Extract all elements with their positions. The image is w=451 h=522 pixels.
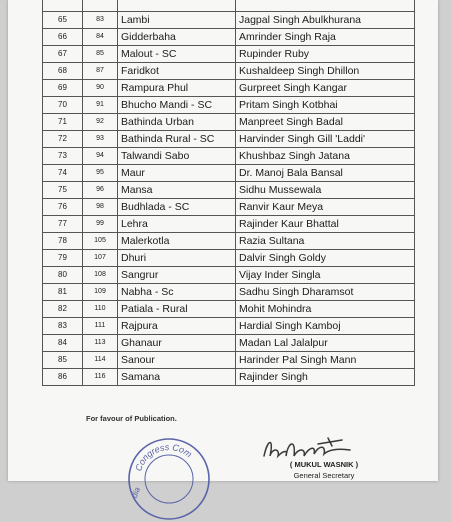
serial-number-cell: 75 — [43, 182, 83, 199]
constituency-name-cell: Talwandi Sabo — [118, 148, 236, 165]
publication-note: For favour of Publication. — [86, 414, 177, 423]
constituency-name-cell: Ghanaur — [118, 335, 236, 352]
table-row — [43, 250, 415, 267]
constituency-number-cell: 116 — [83, 369, 118, 386]
table-row — [43, 335, 415, 352]
candidate-name-cell: Khushbaz Singh Jatana — [236, 148, 415, 165]
constituency-number-cell: 113 — [83, 335, 118, 352]
serial-number-cell: 73 — [43, 148, 83, 165]
serial-number-cell: 78 — [43, 233, 83, 250]
candidate-name-cell: Kushaldeep Singh Dhillon — [236, 63, 415, 80]
serial-number-cell: 85 — [43, 352, 83, 369]
table-row — [43, 182, 415, 199]
table-row — [43, 352, 415, 369]
constituency-number-cell: 85 — [83, 46, 118, 63]
candidate-table-body — [43, 0, 415, 386]
serial-number-cell: 81 — [43, 284, 83, 301]
candidate-table — [42, 0, 415, 386]
table-row — [43, 97, 415, 114]
table-row — [43, 114, 415, 131]
serial-number-cell — [43, 0, 83, 12]
table-row — [43, 0, 415, 12]
table-row — [43, 267, 415, 284]
serial-number-cell: 82 — [43, 301, 83, 318]
constituency-number-cell: 109 — [83, 284, 118, 301]
constituency-name-cell: Malerkotla — [118, 233, 236, 250]
constituency-number-cell: 98 — [83, 199, 118, 216]
seal-side-text: dia — [129, 486, 143, 500]
candidate-name-cell: Pritam Singh Kotbhai — [236, 97, 415, 114]
table-row — [43, 165, 415, 182]
serial-number-cell: 84 — [43, 335, 83, 352]
table-row — [43, 216, 415, 233]
table-row — [43, 369, 415, 386]
candidate-name-cell: Gurpreet Singh Kangar — [236, 80, 415, 97]
candidate-name-cell: Harinder Pal Singh Mann — [236, 352, 415, 369]
constituency-number-cell: 111 — [83, 318, 118, 335]
constituency-name-cell: Bathinda Urban — [118, 114, 236, 131]
constituency-number-cell: 92 — [83, 114, 118, 131]
constituency-name-cell: Dhuri — [118, 250, 236, 267]
candidate-name-cell: Rupinder Ruby — [236, 46, 415, 63]
table-row — [43, 29, 415, 46]
constituency-number-cell: 108 — [83, 267, 118, 284]
table-row — [43, 233, 415, 250]
candidate-name-cell: Manpreet Singh Badal — [236, 114, 415, 131]
serial-number-cell: 65 — [43, 12, 83, 29]
candidate-name-cell: Rajinder Kaur Bhattal — [236, 216, 415, 233]
constituency-number-cell: 90 — [83, 80, 118, 97]
constituency-number-cell: 107 — [83, 250, 118, 267]
serial-number-cell: 69 — [43, 80, 83, 97]
candidate-name-cell: Jagpal Singh Abulkhurana — [236, 12, 415, 29]
constituency-name-cell: Maur — [118, 165, 236, 182]
document-page — [8, 0, 438, 500]
candidate-name-cell: Mohit Mohindra — [236, 301, 415, 318]
table-row — [43, 80, 415, 97]
table-row — [43, 284, 415, 301]
constituency-number-cell: 87 — [83, 63, 118, 80]
constituency-name-cell: Bhucho Mandi - SC — [118, 97, 236, 114]
table-row — [43, 63, 415, 80]
constituency-number-cell: 91 — [83, 97, 118, 114]
constituency-number-cell: 94 — [83, 148, 118, 165]
constituency-name-cell: Lambi — [118, 12, 236, 29]
table-row — [43, 199, 415, 216]
constituency-name-cell: Budhlada - SC — [118, 199, 236, 216]
candidate-name-cell: Vijay Inder Singla — [236, 267, 415, 284]
constituency-name-cell: Lehra — [118, 216, 236, 233]
constituency-number-cell: 93 — [83, 131, 118, 148]
constituency-name-cell: Sanour — [118, 352, 236, 369]
svg-text:Congress Com — [133, 442, 194, 473]
table-row — [43, 318, 415, 335]
constituency-name-cell: Bathinda Rural - SC — [118, 131, 236, 148]
constituency-number-cell: 110 — [83, 301, 118, 318]
serial-number-cell: 80 — [43, 267, 83, 284]
signatory-title: General Secretary — [293, 471, 355, 480]
constituency-name-cell: Sangrur — [118, 267, 236, 284]
constituency-name-cell — [118, 0, 236, 12]
serial-number-cell: 72 — [43, 131, 83, 148]
candidate-name-cell: Rajinder Singh — [236, 369, 415, 386]
candidate-name-cell: Dalvir Singh Goldy — [236, 250, 415, 267]
constituency-number-cell: 99 — [83, 216, 118, 233]
constituency-name-cell: Rampura Phul — [118, 80, 236, 97]
constituency-number-cell: 114 — [83, 352, 118, 369]
constituency-name-cell: Nabha - Sc — [118, 284, 236, 301]
constituency-name-cell: Rajpura — [118, 318, 236, 335]
candidate-name-cell: Harvinder Singh Gill 'Laddi' — [236, 131, 415, 148]
serial-number-cell: 77 — [43, 216, 83, 233]
candidate-name-cell: Sidhu Mussewala — [236, 182, 415, 199]
constituency-name-cell: Gidderbaha — [118, 29, 236, 46]
constituency-name-cell: Patiala - Rural — [118, 301, 236, 318]
candidate-name-cell: Hardial Singh Kamboj — [236, 318, 415, 335]
serial-number-cell: 70 — [43, 97, 83, 114]
serial-number-cell: 83 — [43, 318, 83, 335]
candidate-name-cell: Madan Lal Jalalpur — [236, 335, 415, 352]
table-row — [43, 46, 415, 63]
serial-number-cell: 67 — [43, 46, 83, 63]
candidate-name-cell: Dr. Manoj Bala Bansal — [236, 165, 415, 182]
table-row — [43, 12, 415, 29]
constituency-name-cell: Faridkot — [118, 63, 236, 80]
table-row — [43, 301, 415, 318]
constituency-number-cell — [83, 0, 118, 12]
table-row — [43, 148, 415, 165]
seal-text: Congress Com — [133, 441, 194, 473]
candidate-name-cell: Amrinder Singh Raja — [236, 29, 415, 46]
candidate-name-cell: Ranvir Kaur Meya — [236, 199, 415, 216]
candidate-name-cell — [236, 0, 415, 12]
serial-number-cell: 86 — [43, 369, 83, 386]
signatory-name: ( MUKUL WASNIK ) — [289, 460, 359, 469]
constituency-name-cell: Malout - SC — [118, 46, 236, 63]
serial-number-cell: 66 — [43, 29, 83, 46]
candidate-name-cell: Sadhu Singh Dharamsot — [236, 284, 415, 301]
serial-number-cell: 68 — [43, 63, 83, 80]
constituency-number-cell: 105 — [83, 233, 118, 250]
candidate-name-cell: Razia Sultana — [236, 233, 415, 250]
serial-number-cell: 71 — [43, 114, 83, 131]
constituency-number-cell: 84 — [83, 29, 118, 46]
party-seal — [126, 436, 212, 522]
serial-number-cell: 74 — [43, 165, 83, 182]
constituency-name-cell: Samana — [118, 369, 236, 386]
constituency-number-cell: 83 — [83, 12, 118, 29]
constituency-number-cell: 95 — [83, 165, 118, 182]
constituency-name-cell: Mansa — [118, 182, 236, 199]
serial-number-cell: 79 — [43, 250, 83, 267]
serial-number-cell: 76 — [43, 199, 83, 216]
constituency-number-cell: 96 — [83, 182, 118, 199]
table-row — [43, 131, 415, 148]
